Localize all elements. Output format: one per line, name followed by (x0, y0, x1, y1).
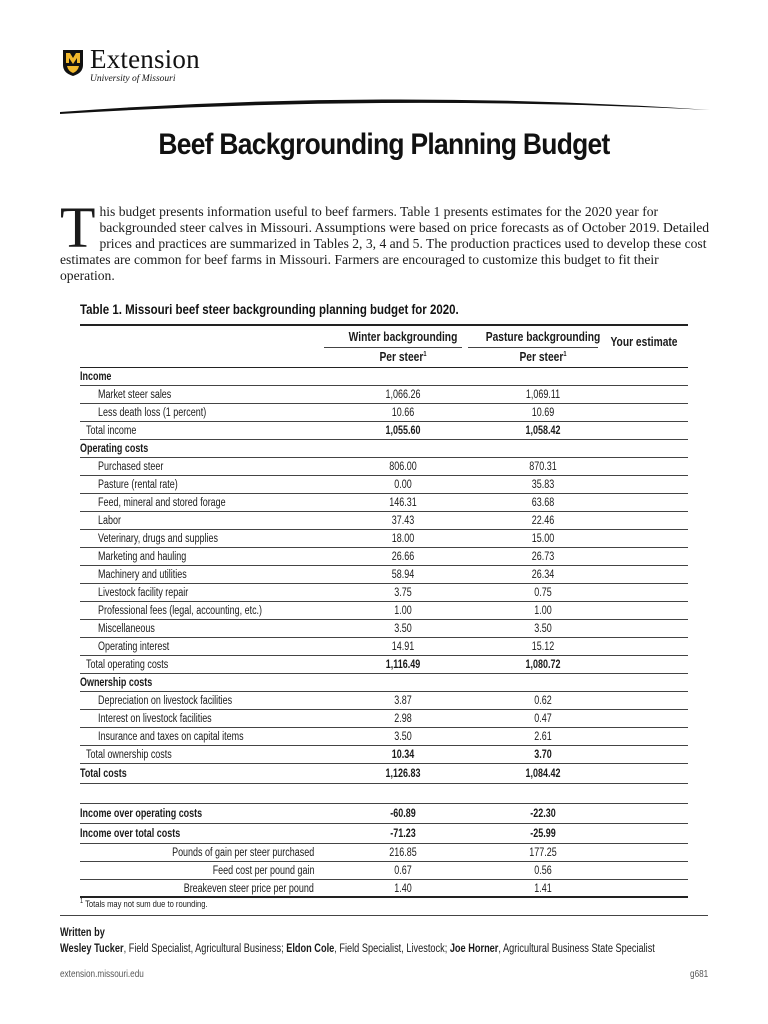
winter-value: -71.23 (390, 828, 416, 840)
row-label: Income (80, 371, 112, 383)
authors-line: Wesley Tucker, Field Specialist, Agricultural Business; Eldon Cole, Field Specialist, Livestock; Joe Horner, Agricultural Business State Specialist (60, 943, 655, 955)
pasture-value: 1,058.42 (525, 425, 561, 437)
col-pasture-header: Pasture backgrounding (485, 330, 601, 344)
table-row (80, 728, 688, 746)
table-row (80, 548, 688, 566)
winter-value: 58.94 (391, 569, 415, 581)
metric-row (80, 880, 688, 898)
winter-value: 18.00 (391, 533, 415, 545)
table-header (80, 324, 688, 368)
pasture-value: 10.69 (531, 407, 555, 419)
table-row (80, 692, 688, 710)
mizzou-shield-icon (62, 49, 84, 77)
table-row (80, 638, 688, 656)
intro-text: his budget presents information useful to beef farmers. Table 1 presents estimates for the 2020 year for backgrounded steer calves in Missouri. Assumptions were based on price forecasts as of October 2019. Detailed prices and practices are summarized in Tables 2, 3, 4 and 5. The production practices used to develop these cost estimates are common for beef farms in Missouri. Farmers are encouraged to customize this budget to fit their operation. (60, 204, 710, 284)
row-label: Breakeven steer price per pound (183, 883, 314, 895)
winter-value: 1,055.60 (385, 425, 421, 437)
written-by-heading: Written by (60, 927, 105, 939)
winter-value: 3.50 (394, 623, 412, 635)
pasture-value: 35.83 (531, 479, 555, 491)
row-label: Depreciation on livestock facilities (98, 695, 233, 707)
table-row (80, 512, 688, 530)
pasture-value: 1,080.72 (525, 659, 561, 671)
table-row (80, 530, 688, 548)
pasture-value: 177.25 (529, 847, 557, 859)
drop-cap: T (60, 195, 96, 260)
table-body (80, 368, 688, 898)
table-row (80, 494, 688, 512)
row-label: Pounds of gain per steer purchased (171, 847, 314, 859)
table-row (80, 602, 688, 620)
winter-value: 0.67 (394, 865, 412, 877)
row-label: Operating interest (98, 641, 170, 653)
metric-row (80, 862, 688, 880)
row-label: Labor (98, 515, 121, 527)
col-winter-subheader: Per steer$^1$ (379, 350, 427, 364)
row-label: Miscellaneous (98, 623, 155, 635)
pasture-value: 26.73 (531, 551, 555, 563)
divider (60, 915, 708, 916)
table-row (80, 566, 688, 584)
section-heading (80, 440, 688, 458)
pasture-value: 1,084.42 (525, 768, 561, 780)
intro-paragraph (60, 195, 710, 284)
winter-value: 2.98 (394, 713, 412, 725)
pasture-value: -25.99 (530, 828, 556, 840)
winter-value: 26.66 (391, 551, 415, 563)
row-label: Feed cost per pound gain (212, 865, 314, 877)
pasture-value: 0.62 (534, 695, 552, 707)
income-over-total-row (80, 824, 688, 844)
table-row (80, 710, 688, 728)
row-label: Ownership costs (80, 677, 153, 689)
row-label: Operating costs (80, 443, 149, 455)
row-label: Veterinary, drugs and supplies (98, 533, 219, 545)
total-row (80, 422, 688, 440)
table-row (80, 620, 688, 638)
row-label: Purchased steer (98, 461, 164, 473)
row-label: Interest on livestock facilities (98, 713, 212, 725)
winter-value: 1,116.49 (385, 659, 421, 671)
winter-value: 10.34 (391, 749, 415, 761)
section-heading (80, 674, 688, 692)
winter-value: 0.00 (394, 479, 412, 491)
pasture-value: 2.61 (534, 731, 552, 743)
row-label: Less death loss (1 percent) (98, 407, 207, 419)
winter-value: 3.75 (394, 587, 412, 599)
brand-subtitle: University of Missouri (90, 74, 176, 84)
row-label: Total operating costs (86, 659, 169, 671)
winter-value: 14.91 (391, 641, 415, 653)
winter-value: 1,126.83 (385, 768, 421, 780)
table-row (80, 404, 688, 422)
pasture-value: 870.31 (529, 461, 557, 473)
pasture-value: 1,069.11 (525, 389, 561, 401)
total-costs-row (80, 764, 688, 784)
row-label: Total income (86, 425, 137, 437)
winter-value: 10.66 (391, 407, 415, 419)
winter-value: 37.43 (391, 515, 415, 527)
col-winter-header: Winter backgrounding (348, 330, 458, 344)
winter-value: 216.85 (389, 847, 417, 859)
table-row (80, 386, 688, 404)
winter-value: 3.50 (394, 731, 412, 743)
pasture-value: -22.30 (530, 808, 556, 820)
row-label: Total ownership costs (86, 749, 172, 761)
total-row (80, 746, 688, 764)
col-your-estimate-header: Your estimate (610, 335, 678, 349)
budget-table (80, 324, 688, 898)
winter-value: 1,066.26 (385, 389, 421, 401)
pasture-value: 0.47 (534, 713, 552, 725)
pasture-value: 1.00 (534, 605, 552, 617)
pasture-value: 15.00 (531, 533, 555, 545)
row-label: Income over total costs (80, 828, 181, 840)
metric-row (80, 844, 688, 862)
row-label: Livestock facility repair (98, 587, 189, 599)
winter-value: 1.40 (394, 883, 412, 895)
pasture-value: 0.75 (534, 587, 552, 599)
row-label: Market steer sales (98, 389, 172, 401)
header-swoosh (60, 92, 710, 116)
winter-value: 146.31 (389, 497, 417, 509)
spacer-row (80, 784, 688, 804)
row-label: Income over operating costs (80, 808, 203, 820)
row-label: Pasture (rental rate) (98, 479, 178, 491)
row-label: Professional fees (legal, accounting, etc.) (98, 605, 263, 617)
publication-code: g681 (689, 969, 708, 980)
table-row (80, 584, 688, 602)
winter-value: -60.89 (390, 808, 416, 820)
income-over-operating-row (80, 804, 688, 824)
pasture-value: 26.34 (531, 569, 555, 581)
winter-value: 1.00 (394, 605, 412, 617)
extension-logo (62, 46, 200, 85)
row-label: Total costs (80, 768, 127, 780)
winter-value: 3.87 (394, 695, 412, 707)
pasture-value: 3.70 (534, 749, 552, 761)
authors-block (60, 925, 655, 957)
footer-url: extension.missouri.edu (60, 969, 144, 980)
row-label: Marketing and hauling (98, 551, 187, 563)
table-row (80, 458, 688, 476)
row-label: Machinery and utilities (98, 569, 187, 581)
footnote: $^1$ Totals may not sum due to rounding. (80, 898, 208, 911)
pasture-value: 0.56 (534, 865, 552, 877)
pasture-value: 3.50 (534, 623, 552, 635)
row-label: Feed, mineral and stored forage (98, 497, 226, 509)
pasture-value: 15.12 (531, 641, 555, 653)
table-row (80, 476, 688, 494)
winter-value: 806.00 (389, 461, 417, 473)
pasture-value: 63.68 (531, 497, 555, 509)
section-heading (80, 368, 688, 386)
col-pasture-subheader: Per steer$^1$ (519, 350, 567, 364)
row-label: Insurance and taxes on capital items (98, 731, 244, 743)
page-title: Beef Backgrounding Planning Budget (158, 128, 610, 161)
pasture-value: 22.46 (531, 515, 555, 527)
total-row (80, 656, 688, 674)
brand-name: Extension (90, 44, 200, 74)
table-caption: Table 1. Missouri beef steer backgrounding planning budget for 2020. (80, 301, 459, 317)
pasture-value: 1.41 (534, 883, 552, 895)
